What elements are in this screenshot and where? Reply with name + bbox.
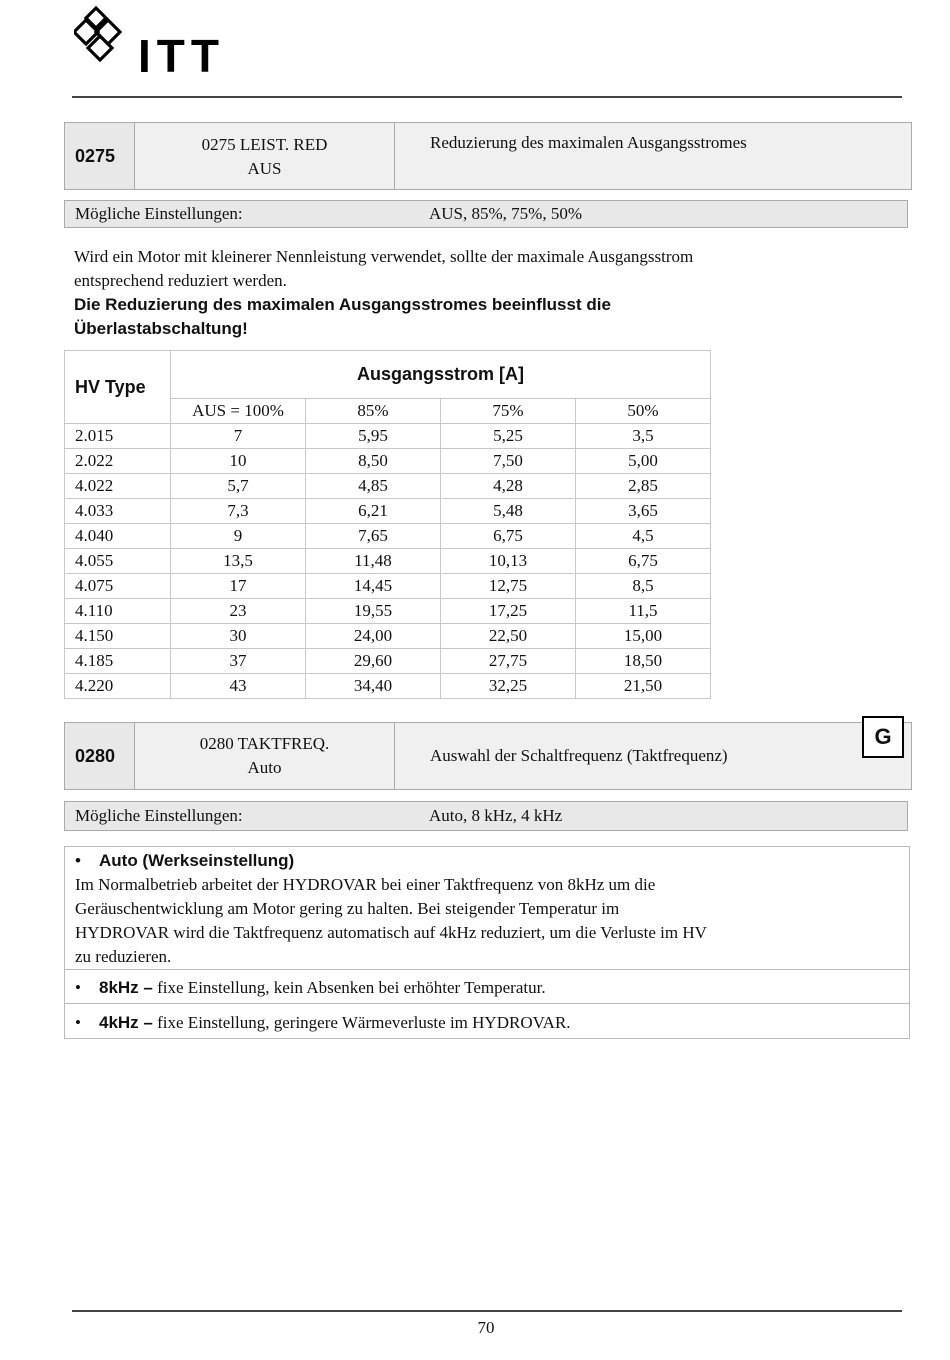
current-value-cell: 17,25 xyxy=(441,599,576,624)
group-badge: G xyxy=(862,716,904,758)
current-value-cell: 6,75 xyxy=(576,549,711,574)
column-header: 50% xyxy=(576,399,711,424)
current-value-cell: 37 xyxy=(171,649,306,674)
current-value-cell: 5,95 xyxy=(306,424,441,449)
current-value-cell: 11,5 xyxy=(576,599,711,624)
current-value-cell: 27,75 xyxy=(441,649,576,674)
current-value-cell: 2,85 xyxy=(576,474,711,499)
current-value-cell: 30 xyxy=(171,624,306,649)
param-name xyxy=(135,723,395,789)
table-row xyxy=(65,524,711,549)
text-line: entsprechend reduziert werden. xyxy=(74,271,287,290)
option-text: fixe Einstellung, kein Absenken bei erhöhter Temperatur. xyxy=(152,978,546,997)
settings-label: Mögliche Einstellungen: xyxy=(75,204,243,223)
table-row xyxy=(65,474,711,499)
settings-value: AUS, 85%, 75%, 50% xyxy=(429,204,582,223)
option-label: 8kHz – xyxy=(99,978,153,997)
hv-type-cell: 4.185 xyxy=(65,649,171,674)
current-value-cell: 10,13 xyxy=(441,549,576,574)
hv-type-cell: 4.033 xyxy=(65,499,171,524)
current-value-cell: 6,21 xyxy=(306,499,441,524)
current-value-cell: 4,5 xyxy=(576,524,711,549)
table-header-row xyxy=(65,351,711,399)
current-value-cell: 4,85 xyxy=(306,474,441,499)
hv-type-cell: 4.022 xyxy=(65,474,171,499)
param-0275-text xyxy=(74,245,904,341)
column-header: 75% xyxy=(441,399,576,424)
param-number: 0280 xyxy=(65,723,135,789)
text-line: Geräuschentwicklung am Motor gering zu halten. Bei steigender Temperatur im xyxy=(75,899,620,918)
current-value-cell: 5,25 xyxy=(441,424,576,449)
output-current-header: Ausgangsstrom [A] xyxy=(171,351,711,399)
8khz-option-box: • 8kHz – fixe Einstellung, kein Absenken bei erhöhter Temperatur. xyxy=(64,969,910,1004)
param-name-line2: Auto xyxy=(247,758,282,777)
current-value-cell: 23 xyxy=(171,599,306,624)
output-current-table xyxy=(64,350,711,699)
current-value-cell: 5,00 xyxy=(576,449,711,474)
settings-label: Mögliche Einstellungen: xyxy=(75,806,243,825)
hv-type-cell: 4.075 xyxy=(65,574,171,599)
page-number: 70 xyxy=(477,1318,495,1337)
param-0280-header xyxy=(64,722,912,790)
current-value-cell: 5,48 xyxy=(441,499,576,524)
hv-type-cell: 4.220 xyxy=(65,674,171,699)
column-header: 85% xyxy=(306,399,441,424)
current-value-cell: 14,45 xyxy=(306,574,441,599)
table-row xyxy=(65,424,711,449)
column-header: AUS = 100% xyxy=(171,399,306,424)
current-value-cell: 3,65 xyxy=(576,499,711,524)
current-value-cell: 29,60 xyxy=(306,649,441,674)
text-line: HYDROVAR wird die Taktfrequenz automatisch auf 4kHz reduziert, um die Verluste im HV xyxy=(75,923,707,942)
param-0275-header xyxy=(64,122,912,190)
current-value-cell: 10 xyxy=(171,449,306,474)
hv-type-cell: 2.015 xyxy=(65,424,171,449)
current-value-cell: 7 xyxy=(171,424,306,449)
param-name-line2: AUS xyxy=(247,159,282,178)
table-row xyxy=(65,499,711,524)
option-label: 4kHz – xyxy=(99,1013,153,1032)
param-description: Reduzierung des maximalen Ausgangsstromes xyxy=(395,123,911,189)
current-value-cell: 22,50 xyxy=(441,624,576,649)
current-value-cell: 13,5 xyxy=(171,549,306,574)
current-value-cell: 18,50 xyxy=(576,649,711,674)
param-name-line1: 0275 LEIST. RED xyxy=(201,135,328,154)
4khz-option-box: • 4kHz – fixe Einstellung, geringere Wärmeverluste im HYDROVAR. xyxy=(64,1003,910,1039)
table-row xyxy=(65,449,711,474)
option-text: fixe Einstellung, geringere Wärmeverluste im HYDROVAR. xyxy=(152,1013,571,1032)
footer-rule xyxy=(72,1310,902,1312)
current-value-cell: 8,5 xyxy=(576,574,711,599)
table-row xyxy=(65,549,711,574)
current-value-cell: 21,50 xyxy=(576,674,711,699)
current-value-cell: 3,5 xyxy=(576,424,711,449)
current-value-cell: 6,75 xyxy=(441,524,576,549)
param-description: Auswahl der Schaltfrequenz (Taktfrequenz) xyxy=(395,723,911,789)
current-value-cell: 7,65 xyxy=(306,524,441,549)
current-value-cell: 17 xyxy=(171,574,306,599)
settings-row-0275 xyxy=(64,200,908,228)
table-row xyxy=(65,599,711,624)
current-value-cell: 15,00 xyxy=(576,624,711,649)
hv-type-cell: 4.055 xyxy=(65,549,171,574)
current-value-cell: 24,00 xyxy=(306,624,441,649)
hv-type-header: HV Type xyxy=(65,351,171,424)
param-number: 0275 xyxy=(65,123,135,189)
current-value-cell: 4,28 xyxy=(441,474,576,499)
auto-option-title: • Auto (Werkseinstellung) xyxy=(75,851,295,870)
warning-line: Überlastabschaltung! xyxy=(74,319,248,338)
text-line: zu reduzieren. xyxy=(75,947,172,966)
settings-row-0280 xyxy=(64,801,908,831)
text-line: Wird ein Motor mit kleinerer Nennleistung verwendet, sollte der maximale Ausgangsstrom xyxy=(74,247,694,266)
param-name xyxy=(135,123,395,189)
current-value-cell: 19,55 xyxy=(306,599,441,624)
hv-type-cell: 4.110 xyxy=(65,599,171,624)
header-rule xyxy=(72,96,902,98)
current-value-cell: 12,75 xyxy=(441,574,576,599)
table-row xyxy=(65,624,711,649)
table-row xyxy=(65,649,711,674)
auto-option-box xyxy=(64,846,910,970)
current-value-cell: 11,48 xyxy=(306,549,441,574)
settings-value: Auto, 8 kHz, 4 kHz xyxy=(429,806,563,825)
logo-text: ITT xyxy=(138,30,225,82)
current-value-cell: 5,7 xyxy=(171,474,306,499)
current-value-cell: 7,3 xyxy=(171,499,306,524)
hv-type-cell: 4.150 xyxy=(65,624,171,649)
current-value-cell: 9 xyxy=(171,524,306,549)
warning-line: Die Reduzierung des maximalen Ausgangsstromes beeinflusst die xyxy=(74,295,611,314)
table-row xyxy=(65,674,711,699)
table-row xyxy=(65,574,711,599)
current-value-cell: 43 xyxy=(171,674,306,699)
param-name-line1: 0280 TAKTFREQ. xyxy=(199,734,330,753)
current-value-cell: 7,50 xyxy=(441,449,576,474)
current-value-cell: 32,25 xyxy=(441,674,576,699)
current-value-cell: 34,40 xyxy=(306,674,441,699)
text-line: Im Normalbetrieb arbeitet der HYDROVAR bei einer Taktfrequenz von 8kHz um die xyxy=(75,875,656,894)
current-value-cell: 8,50 xyxy=(306,449,441,474)
hv-type-cell: 4.040 xyxy=(65,524,171,549)
hv-type-cell: 2.022 xyxy=(65,449,171,474)
